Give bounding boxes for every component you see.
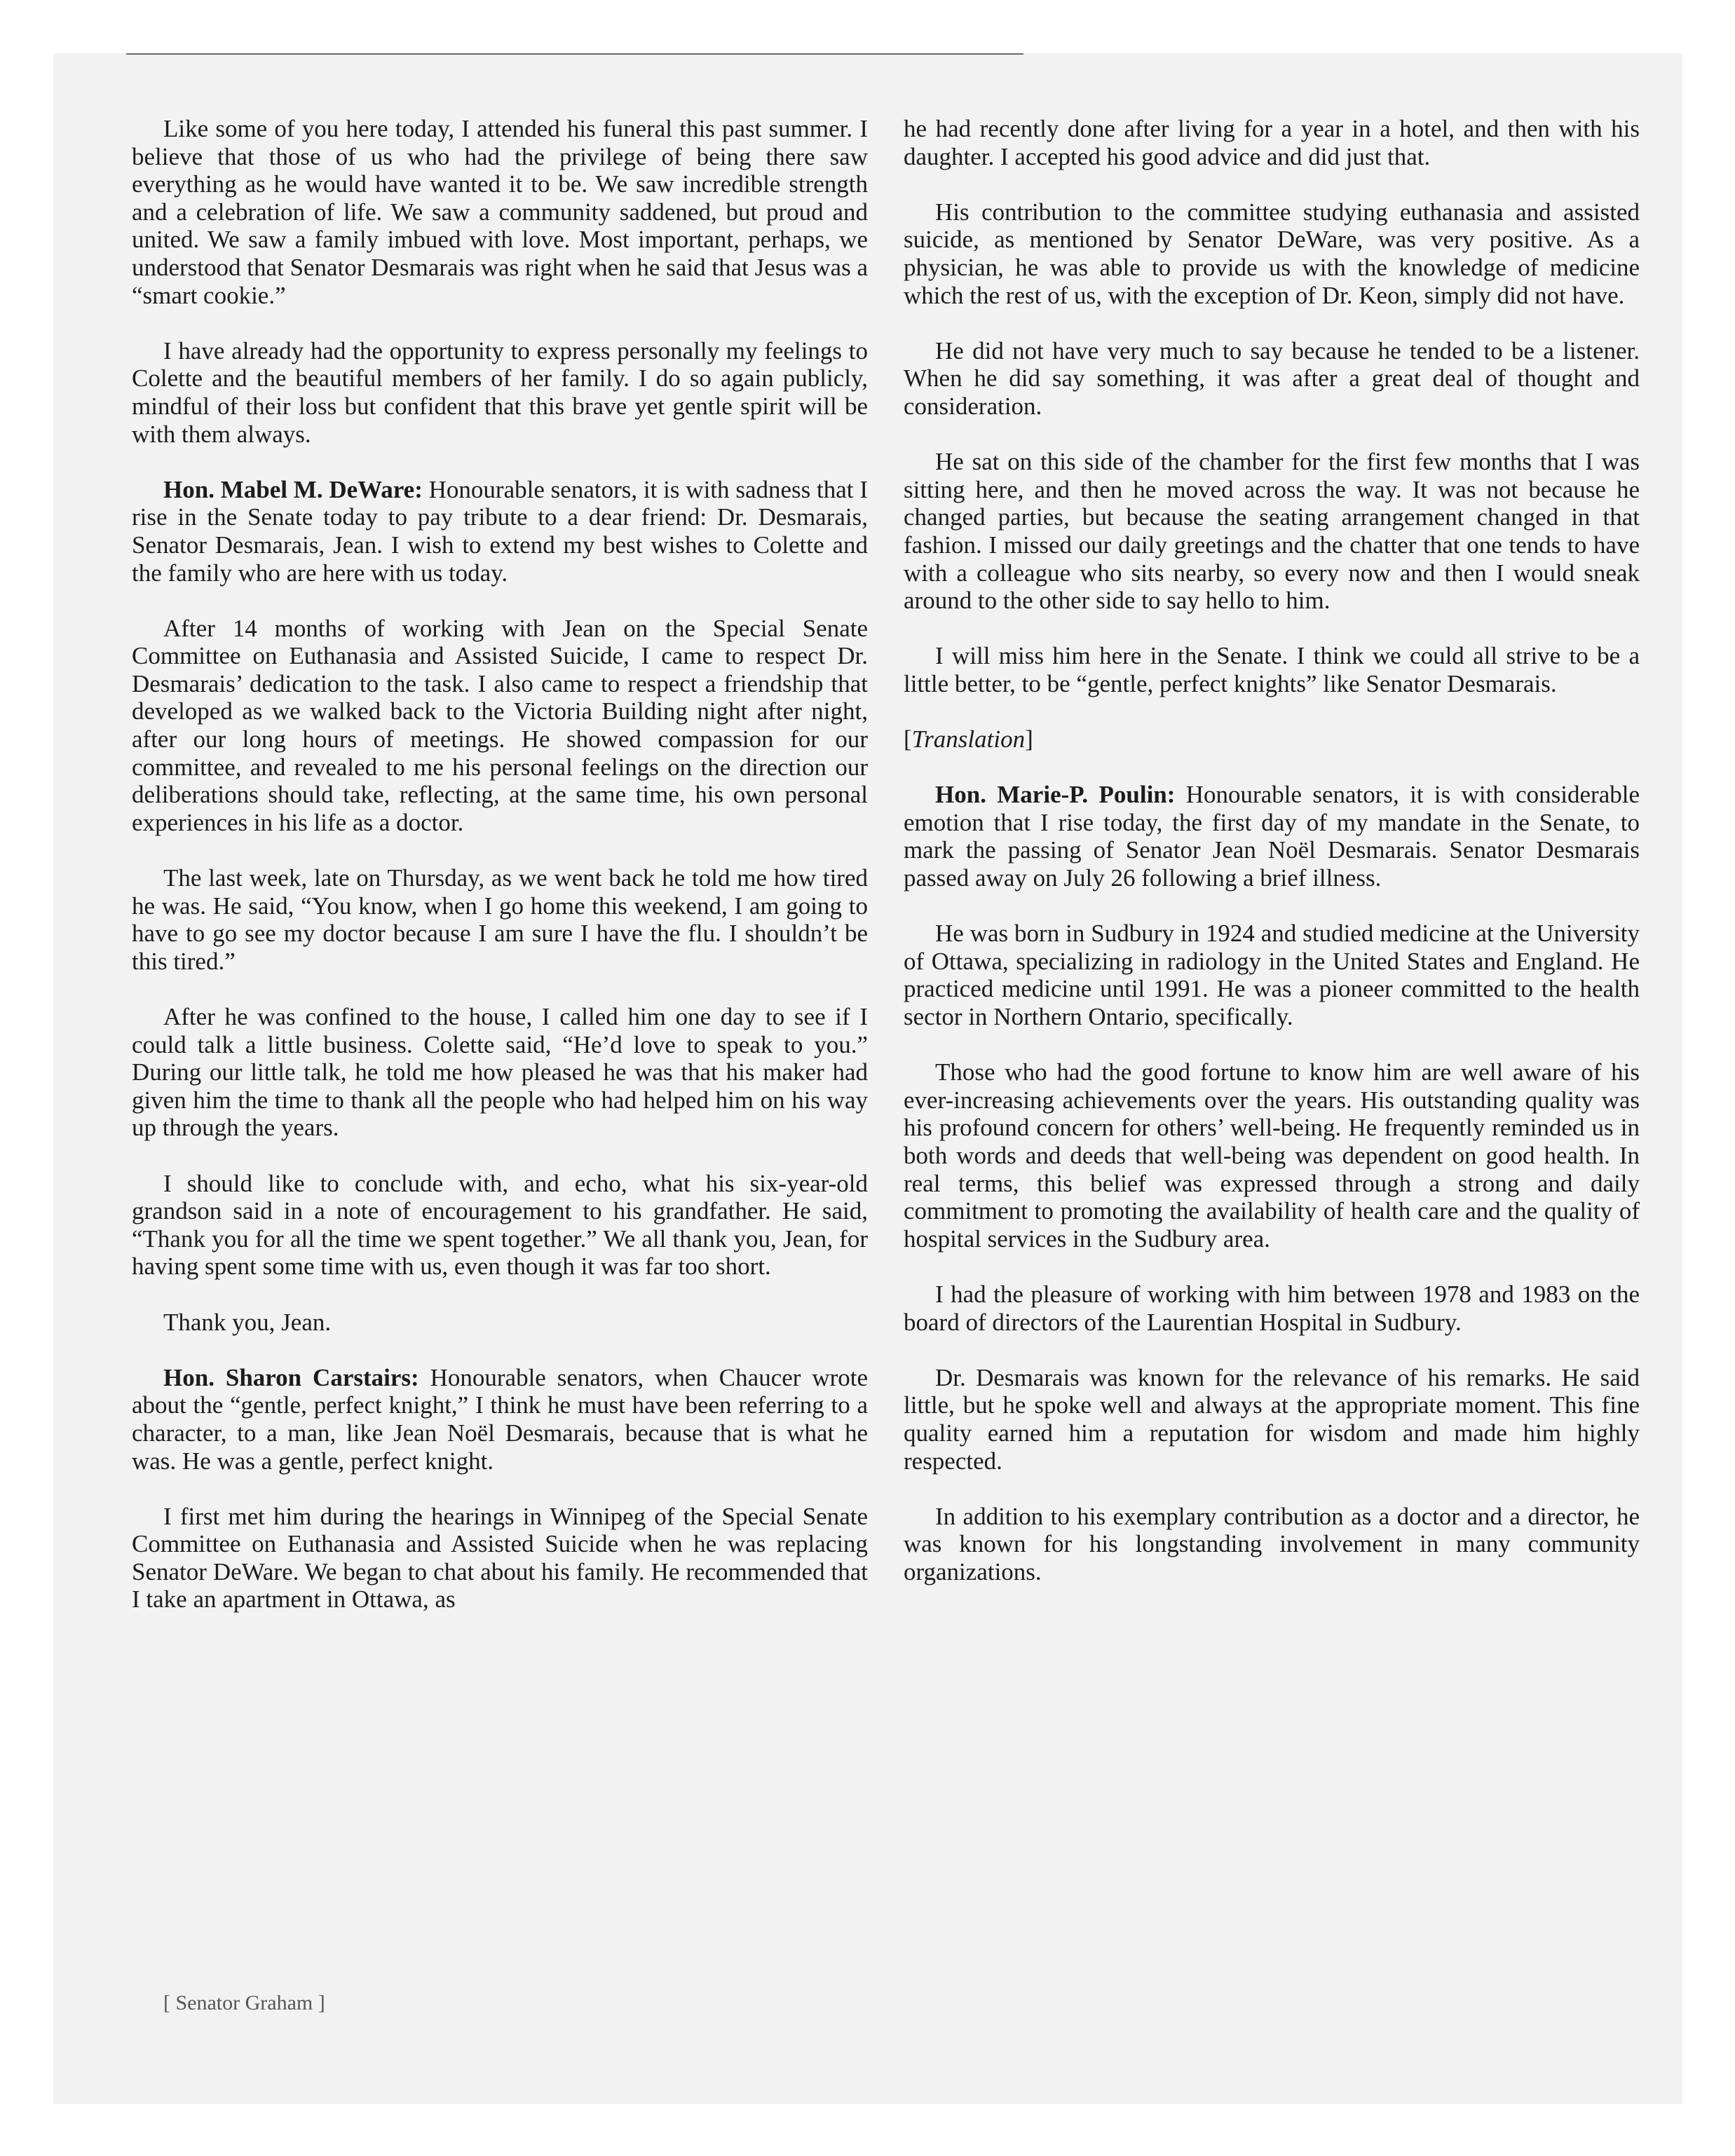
paragraph: I had the pleasure of working with him between 1978 and 1983 on the board of directors of the Laurentian Hospital in Sudbury. — [904, 1280, 1640, 1336]
paragraph: Thank you, Jean. — [163, 1308, 332, 1336]
paragraph: Like some of you here today, I attended his funeral this past summer. I believe that those of us who had the privilege of being there saw everything as he would have wanted it to be. We saw incredible strength and a celebration of life. We saw a community saddened, but proud and united. We saw a family imbued with love. Most important, perhaps, we understood that Senator Desmarais was right when he said that Jesus was a “smart cookie.” — [132, 115, 868, 309]
paragraph: He was born in Sudbury in 1924 and studied medicine at the University of Ottawa, specializing in radiology in the United States and England. He practiced medicine until 1991. He was a pioneer committed to the health sector in Northern Ontario, specifically. — [904, 920, 1640, 1030]
paragraph-text: Honourable senators, when Chaucer wrote about the “gentle, perfect knight,” I think he must have been referring to a character, to a man, like Jean Noël Desmarais, because that is what he was. He was a gentle, perfect knight. — [132, 1363, 869, 1475]
footer-speaker-label: [ Senator Graham ] — [163, 1991, 325, 2014]
header-rule — [126, 53, 1023, 55]
paragraph: After he was confined to the house, I called him one day to see if I could talk a little business. Colette said, “He’d love to speak to you.” During our little talk, he told me how pleased he was that his maker had given him the time to thank all the people who had helped him on his way up through the years. — [132, 1003, 868, 1142]
paragraph — [132, 476, 868, 587]
paragraph: Dr. Desmarais was known for the relevance of his remarks. He said little, but he spoke well and always at the appropriate moment. This fine quality earned him a reputation for wisdom and made him highly respected. — [904, 1363, 1640, 1475]
paragraph: His contribution to the committee studying euthanasia and assisted suicide, as mentioned by Senator DeWare, was very positive. As a physician, he was able to provide us with the knowledge of medicine which the rest of us, with the exception of Dr. Keon, simply did not have. — [904, 198, 1640, 309]
paragraph-text: Honourable senators, it is with sadness that I rise in the Senate today to pay tribute to a dear friend: Dr. Desmarais, Senator Desmarais, Jean. I wish to extend my best wishes to Colette and the family who are here with us today. — [132, 475, 868, 587]
paragraph: Those who had the good fortune to know him are well aware of his ever-increasing achievements over the years. His outstanding quality was his profound concern for others’ well-being. He frequently reminded us in both words and deeds that well-being was dependent on good health. In real terms, this belief was expressed through a strong and daily commitment to promoting the availability of health care and the quality of hospital services in the Sudbury area. — [904, 1058, 1640, 1253]
paragraph: He sat on this side of the chamber for the first few months that I was sitting here, and then he moved across the way. It was not because he changed parties, but because the seating arrangement changed in that fashion. I missed our daily greetings and the chatter that one tends to have with a colleague who sits nearby, so every now and then I would sneak around to the other side to say hello to him. — [904, 448, 1640, 615]
paragraph: He did not have very much to say because he tended to be a listener. When he did say something, it was after a great deal of thought and consideration. — [904, 336, 1640, 420]
document-page — [53, 53, 1682, 2104]
left-column — [132, 115, 868, 1642]
paragraph: I have already had the opportunity to express personally my feelings to Colette and the beautiful members of her family. I do so again publicly, mindful of their loss but confident that this brave yet gentle spirit will be with them always. — [132, 336, 868, 448]
paragraph: I should like to conclude with, and echo, what his six-year-old grandson said in a note of encouragement to his grandfather. He said, “Thank you for all the time we spent together.” We all thank you, Jean, for having spent some time with us, even though it was far too short. — [132, 1169, 868, 1281]
translation-note-text: Translation — [911, 725, 1026, 753]
paragraph — [132, 1364, 868, 1475]
paragraph-text: Honourable senators, it is with considerable emotion that I rise today, the first day of my mandate in the Senate, to mark the passing of Senator Jean Noël Desmarais. Senator Desmarais passed away on July 26 following a brief illness. — [904, 781, 1640, 892]
right-column — [904, 115, 1640, 1613]
paragraph: I first met him during the hearings in Winnipeg of the Special Senate Committee on Euthanasia and Assisted Suicide when he was replacing Senator DeWare. We began to chat about his family. He recommended that I take an apartment in Ottawa, as — [132, 1502, 868, 1613]
paragraph: I will miss him here in the Senate. I think we could all strive to be a little better, to be “gentle, perfect knights” like Senator Desmarais. — [904, 642, 1640, 697]
paragraph: After 14 months of working with Jean on the Special Senate Committee on Euthanasia and Assisted Suicide, I came to respect Dr. Desmarais’ dedication to the task. I also came to respect a friendship that developed as we walked back to the Victoria Building night after night, after our long hours of meetings. He showed compassion for our committee, and revealed to me his personal feelings on the direction our deliberations should take, reflecting, at the same time, his own personal experiences in his life as a doctor. — [132, 614, 868, 836]
translation-note: [Translation] — [904, 725, 1033, 753]
paragraph: he had recently done after living for a year in a hotel, and then with his daughter. I accepted his good advice and did just that. — [904, 115, 1640, 170]
paragraph: The last week, late on Thursday, as we went back he told me how tired he was. He said, “You know, when I go home this weekend, I am going to have to go see my doctor because I am sure I have the flu. I shouldn’t be this tired.” — [132, 864, 868, 975]
speaker-name: Hon. Sharon Carstairs: — [163, 1363, 419, 1391]
paragraph: In addition to his exemplary contribution as a doctor and a director, he was known for his longstanding involvement in many community organizations. — [904, 1502, 1640, 1585]
speaker-name: Hon. Marie-P. Poulin: — [935, 781, 1176, 809]
paragraph — [904, 781, 1640, 892]
speaker-name: Hon. Mabel M. DeWare: — [163, 475, 423, 503]
